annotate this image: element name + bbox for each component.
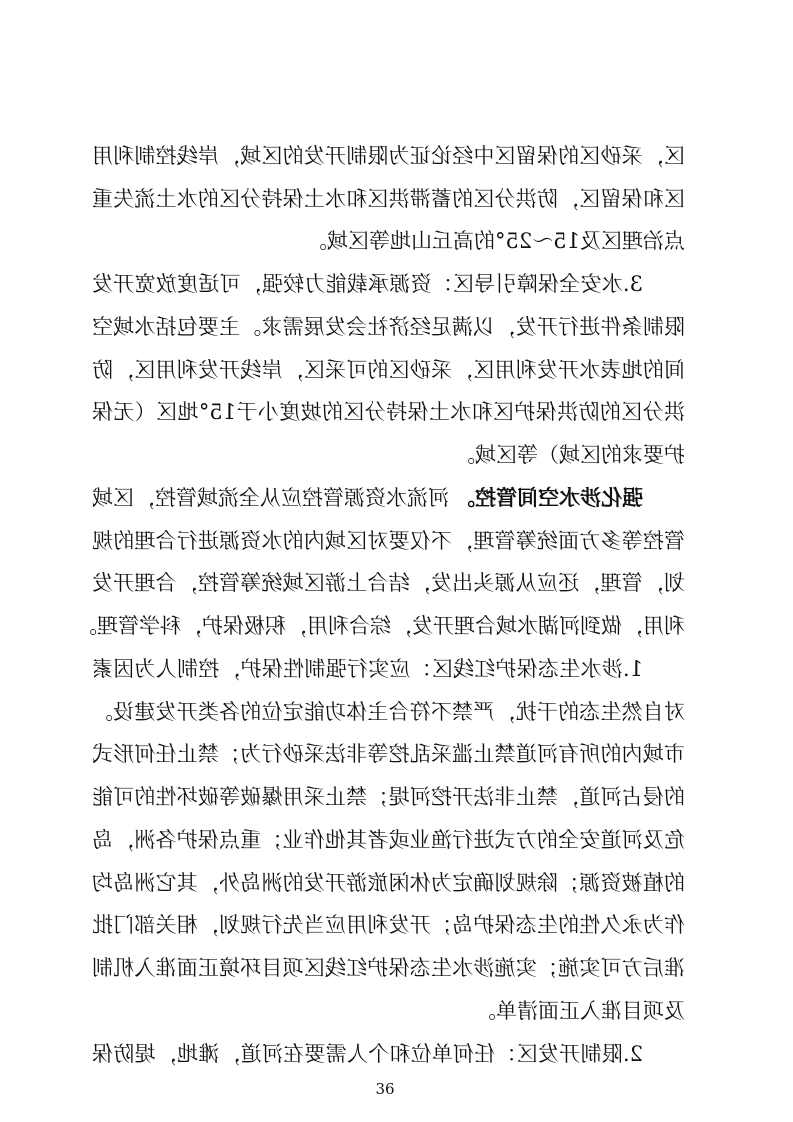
text-line: 作为永久性的生态保护岛；开发利用应当先行规划，相关部门批: [92, 913, 685, 937]
page-number: 36: [375, 1080, 395, 1098]
text-line: 危及河道安全的方式进行渔业或者其他作业；重点保护各洲，岛: [92, 828, 685, 852]
text-line: 对自然生态的干扰，严禁不符合主体功能定位的各类开发建设。: [92, 700, 685, 724]
text-line: 市域内的所有河道禁止滥采乱挖等非法采砂行为；禁止任何形式: [92, 742, 685, 766]
heading-line-text: 河流水资源管控应从全流域管控，区域: [92, 486, 449, 510]
text-line: 的侵占河道，禁止非法开挖河堤；禁止采用爆破等破坏性的可能: [92, 785, 685, 809]
text-line: 管控等多方面统筹管理，不仅要对区域内的水资源进行合理的规: [92, 529, 685, 553]
text-line: 及项目准入正面清单。: [475, 999, 685, 1023]
text-line: 2.限制开发区：任何单位和个人需要在河道，滩地，堤防保: [92, 1042, 643, 1066]
text-line: 洪分区的防洪保护区和水土保持分区的坡度小于15°地区（无保: [92, 400, 685, 424]
text-line: 区和保留区，防洪分区的蓄滞洪区和水土保持分区的水土流失重: [92, 187, 685, 211]
text-line: 间的地表水开发利用区，采砂区的可采区，岸线开发利用区，防: [92, 358, 685, 382]
heading-line: [92, 483, 643, 513]
text-line: 利用，做到河湖水域合理开发，综合利用，积极保护，科学管理。: [76, 614, 685, 638]
text-line: 准后方可实施；实施涉水生态保护红线区项目环境正面准入机制: [92, 956, 685, 980]
text-line: 限制条件进行开发，以满足经济社会发展需求。主要包括水域空: [92, 315, 685, 339]
text-line: 3.水安全保障引导区：资源承载能力较强，可适度放宽开发: [92, 272, 643, 296]
text-line: 1.涉水生态保护红线区：应实行强制性保护，控制人为因素: [92, 657, 643, 681]
section-heading: 强化涉水空间管控。: [454, 485, 643, 510]
text-line: 护要求的区域）等区域。: [454, 443, 685, 467]
text-line: 的植被资源；除规划确定为休闲旅游开发的洲岛外，其它洲岛均: [92, 871, 685, 895]
text-line: 区，采砂区的保留区中经论证为限制开发的区域，岸线控制利用: [92, 144, 685, 168]
text-line: 划，管理，还应从源头出发，结合上游区域统筹管控，合理开发: [92, 571, 685, 595]
text-line: 点治理区及15～25°的高丘山地等区域。: [306, 229, 685, 253]
